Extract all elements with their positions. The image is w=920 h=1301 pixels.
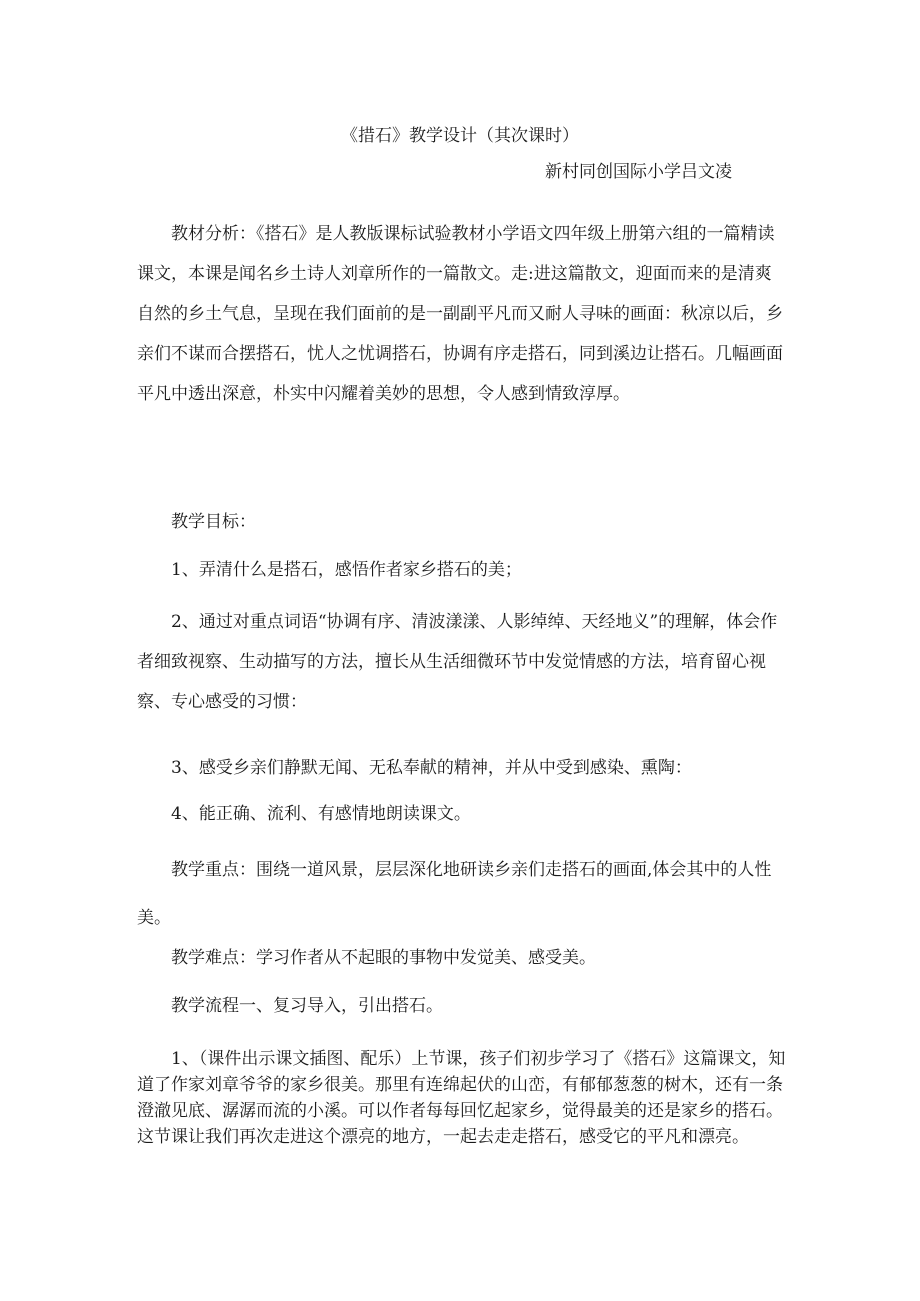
author-line: 新村同创国际小学吕文凌 (545, 162, 732, 182)
key-point-paragraph: 教学重点：围绕一道风景，层层深化地研读乡亲们走搭石的画面,体会其中的人性美。 (137, 860, 772, 928)
teaching-goals-heading: 教学目标： (171, 512, 256, 532)
flow-step-1-paragraph: 1、（课件出示课文插图、配乐）上节课，孩子们初步学习了《搭石》这篇课文，知道了作家刘章爷爷的家乡很美。那里有连绵起伏的山峦，有郁郁葱葱的树木，还有一条澄澈见底、潺潺而流的小溪。可以作者每每回忆起家乡，觉得最美的还是家乡的搭石。这节课让我们再次走进这个漂亮的地方，一起去走走搭石，感受它的平凡和漂亮。 (137, 1049, 786, 1147)
goal-item-3: 3、感受乡亲们静默无闻、无私奉献的精神，并从中受到感染、熏陶： (171, 758, 692, 778)
goal-item-4: 4、能正确、流利、有感情地朗读课文。 (171, 804, 471, 824)
goal-item-2: 2、通过对重点词语“协调有序、清波漾漾、人影绰绰、天经地义”的理解，体会作者细致视察、生动描写的方法，擅长从生活细微环节中发觉情感的方法，培育留心视察、专心感受的习惯： (137, 612, 778, 712)
goal-item-1: 1、弄清什么是搭石，感悟作者家乡搭石的美； (171, 560, 522, 580)
difficult-point-paragraph: 教学难点：学习作者从不起眼的事物中发觉美、感受美。 (171, 948, 596, 968)
textbook-analysis-paragraph: 教材分析：《搭石》是人教版课标试验教材小学语文四年级上册第六组的一篇精读课文，本课是闻名乡土诗人刘章所作的一篇散文。走:进这篇散文，迎面而来的是清爽自然的乡土气息，呈现在我们面前的是一副副平凡而又耐人寻味的画面：秋凉以后，乡亲们不谋而合摆搭石，忧人之忧调搭石，协调有序走搭石，同到溪边让搭石。几幅画面平凡中透出深意，朴实中闪耀着美妙的思想，令人感到情致淳厚。 (137, 224, 783, 404)
teaching-flow-heading: 教学流程一、复习导入，引出搭石。 (171, 996, 443, 1016)
document-title: 《措石》教学设计（其次课时） (341, 126, 579, 146)
